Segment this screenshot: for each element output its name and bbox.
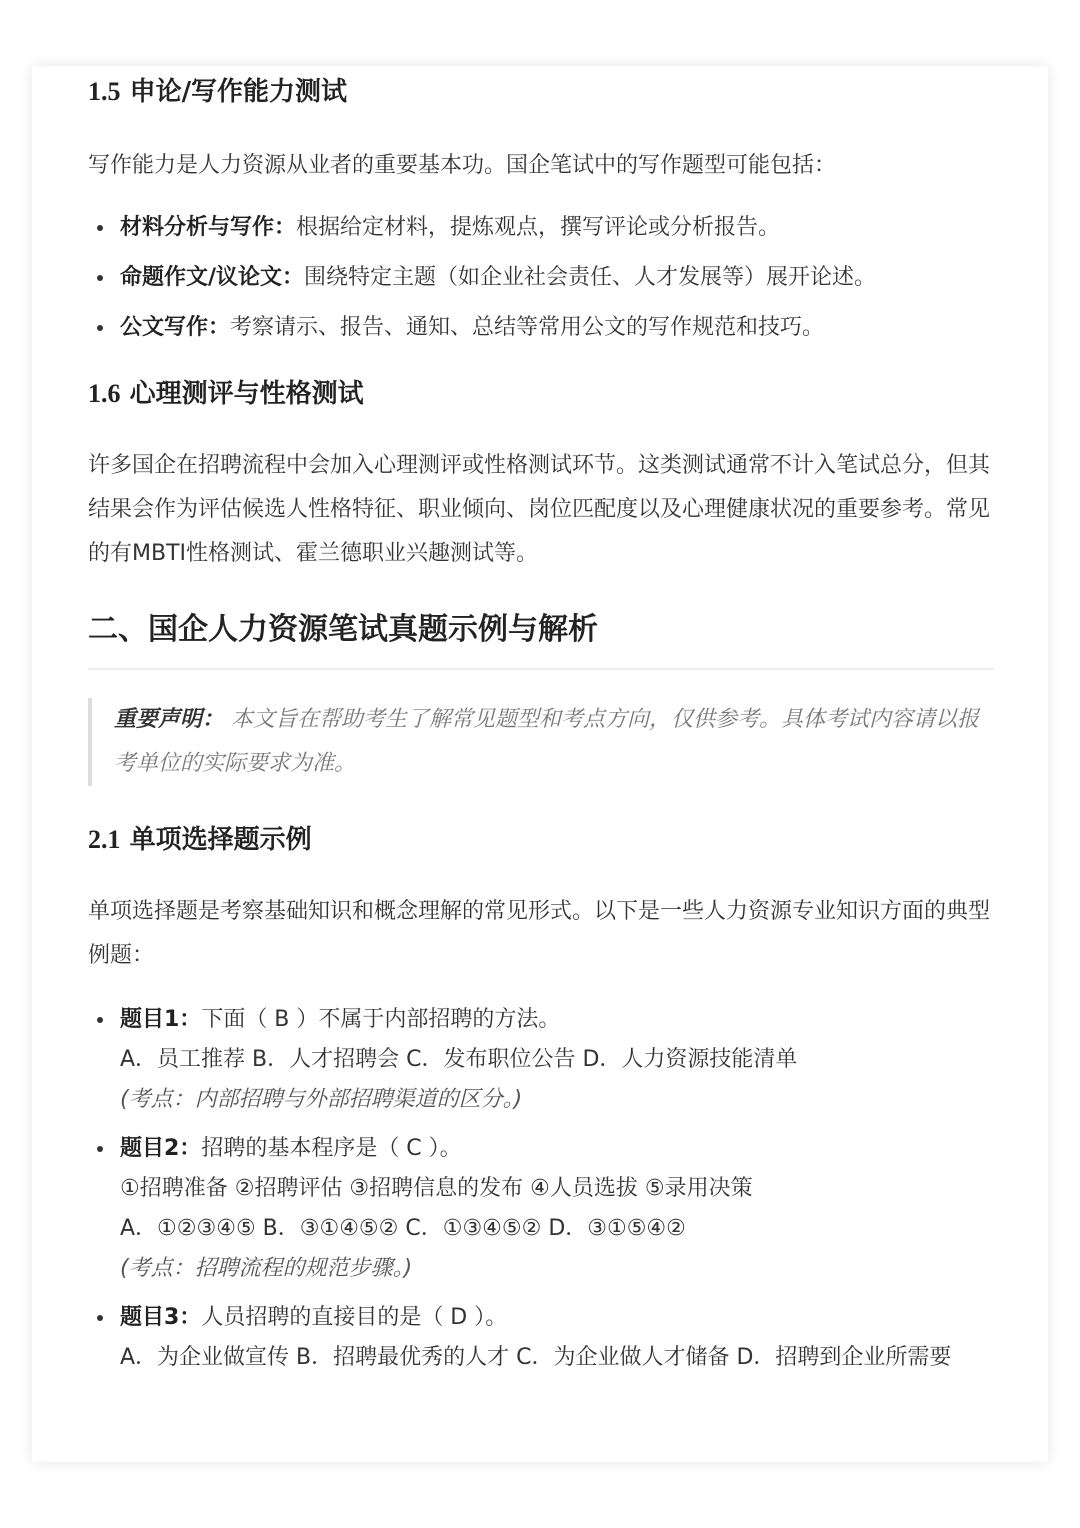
chapter-2-heading: 二、国企人力资源笔试真题示例与解析	[88, 612, 598, 647]
question-item	[88, 1129, 994, 1289]
list-item	[88, 310, 994, 346]
question-label: 题目1：	[120, 1007, 202, 1032]
article-content	[88, 72, 994, 1387]
item-text: 考察请示、报告、通知、总结等常用公文的写作规范和技巧。	[230, 315, 825, 340]
list-item	[88, 210, 994, 246]
question-stem-line	[120, 1000, 994, 1040]
item-text: 根据给定材料，提炼观点，撰写评论或分析报告。	[296, 215, 781, 240]
section-title: 申论/写作能力测试	[129, 77, 348, 107]
list-item	[88, 260, 994, 296]
question-item	[88, 1298, 994, 1378]
heading-divider	[88, 668, 994, 670]
item-label: 材料分析与写作：	[120, 215, 297, 240]
question-stem-line	[120, 1129, 994, 1169]
section-title: 单项选择题示例	[129, 825, 312, 855]
section-2-1-heading	[88, 820, 994, 860]
question-options: A．①②③④⑤ B．③①④⑤② C．①③④⑤② D．③①⑤④②	[120, 1216, 686, 1241]
section-1-6-body: 许多国企在招聘流程中会加入心理测评或性格测试环节。这类测试通常不计入笔试总分，但其结果会作为评估候选人性格特征、职业倾向、岗位匹配度以及心理健康状况的重要参考。常见的有MBTI性格测试、霍兰德职业兴趣测试等。	[88, 453, 991, 566]
section-2-1-intro: 单项选择题是考察基础知识和概念理解的常见形式。以下是一些人力资源专业知识方面的典型例题：	[88, 899, 991, 968]
question-note: (考点：内部招聘与外部招聘渠道的区分。)	[120, 1087, 523, 1112]
writing-types-list	[88, 210, 994, 346]
section-1-6-heading	[88, 374, 994, 414]
section-title: 心理测评与性格测试	[129, 379, 364, 409]
question-stem-line	[120, 1298, 994, 1338]
question-label: 题目3：	[120, 1305, 202, 1330]
question-options: A．为企业做宣传 B．招聘最优秀的人才 C．为企业做人才储备 D．招聘到企业所需要	[120, 1345, 952, 1370]
section-number: 1.6	[88, 379, 121, 408]
question-item	[88, 1000, 994, 1120]
question-note: (考点：招聘流程的规范步骤。)	[120, 1256, 413, 1281]
section-1-5-intro: 写作能力是人力资源从业者的重要基本功。国企笔试中的写作题型可能包括：	[88, 153, 837, 178]
item-label: 命题作文/议论文：	[120, 265, 305, 290]
item-text: 围绕特定主题（如企业社会责任、人才发展等）展开论述。	[304, 265, 877, 290]
section-number: 2.1	[88, 825, 121, 854]
question-stem: 下面（ B ）不属于内部招聘的方法。	[201, 1007, 561, 1032]
question-stem: 人员招聘的直接目的是（ D ）。	[201, 1305, 508, 1330]
section-1-5-heading	[88, 72, 994, 112]
notice-blockquote	[88, 698, 994, 786]
question-stem: 招聘的基本程序是（ C ）。	[201, 1136, 462, 1161]
notice-text: 本文旨在帮助考生了解常见题型和考点方向，仅供参考。具体考试内容请以报考单位的实际要求为准。	[114, 707, 980, 776]
section-number: 1.5	[88, 77, 121, 106]
question-label: 题目2：	[120, 1136, 202, 1161]
question-options: A．员工推荐 B．人才招聘会 C．发布职位公告 D．人力资源技能清单	[120, 1047, 798, 1072]
item-label: 公文写作：	[120, 315, 231, 340]
question-steps: ①招聘准备 ②招聘评估 ③招聘信息的发布 ④人员选拔 ⑤录用决策	[120, 1176, 753, 1201]
question-list	[88, 1000, 994, 1378]
notice-label: 重要声明：	[114, 707, 225, 732]
